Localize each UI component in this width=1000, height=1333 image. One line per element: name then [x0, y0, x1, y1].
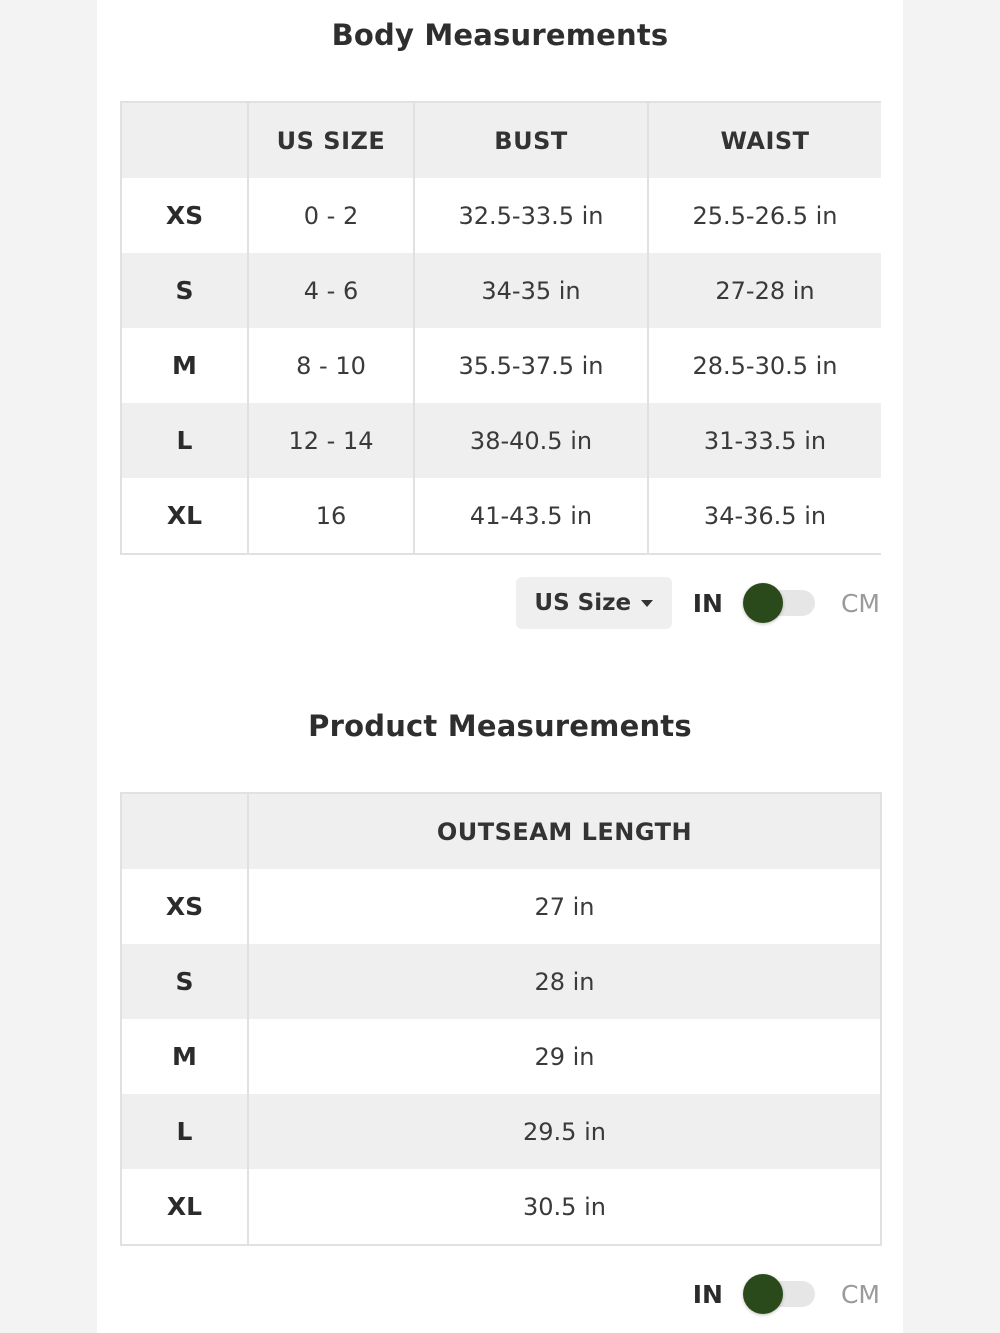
header-cell-empty	[121, 793, 248, 869]
body-measurements-controls	[516, 577, 880, 629]
table-row	[121, 328, 881, 403]
toggle-knob	[743, 1274, 783, 1314]
size-label: XL	[121, 1169, 248, 1245]
bust-cell: 34-35 in	[414, 253, 648, 328]
size-label: S	[121, 944, 248, 1019]
product-measurements-title: Product Measurements	[308, 709, 692, 743]
size-label: L	[121, 403, 248, 478]
outseam-cell: 30.5 in	[248, 1169, 881, 1245]
size-label: M	[121, 328, 248, 403]
caret-down-icon	[641, 600, 653, 607]
waist-cell: 25.5-26.5 in	[648, 178, 881, 253]
body-measurements-table	[120, 101, 881, 555]
waist-cell: 27-28 in	[648, 253, 881, 328]
table-row	[121, 478, 881, 554]
unit-toggle[interactable]	[743, 1274, 815, 1314]
table-row	[121, 403, 881, 478]
unit-toggle[interactable]	[743, 583, 815, 623]
unit-cm-label[interactable]: CM	[840, 1279, 880, 1309]
outseam-cell: 29 in	[248, 1019, 881, 1094]
table-header-row	[121, 793, 881, 869]
header-cell-empty	[121, 102, 248, 178]
outseam-cell: 29.5 in	[248, 1094, 881, 1169]
size-label: M	[121, 1019, 248, 1094]
unit-in-label[interactable]: IN	[692, 588, 723, 618]
unit-in-label[interactable]: IN	[692, 1279, 723, 1309]
size-system-dropdown[interactable]	[516, 577, 672, 629]
us-size-cell: 4 - 6	[248, 253, 414, 328]
bust-cell: 41-43.5 in	[414, 478, 648, 554]
waist-cell: 34-36.5 in	[648, 478, 881, 554]
outseam-cell: 28 in	[248, 944, 881, 1019]
table-row	[121, 1169, 881, 1245]
size-chart-panel	[97, 0, 903, 1333]
size-label: XS	[121, 178, 248, 253]
us-size-cell: 16	[248, 478, 414, 554]
table-row	[121, 1094, 881, 1169]
size-system-label: US Size	[534, 590, 632, 616]
table-row	[121, 1019, 881, 1094]
body-measurements-title: Body Measurements	[331, 18, 669, 52]
product-measurements-table	[120, 792, 882, 1246]
table-row	[121, 178, 881, 253]
product-measurements-controls	[693, 1268, 880, 1320]
bust-cell: 32.5-33.5 in	[414, 178, 648, 253]
size-label: L	[121, 1094, 248, 1169]
size-label: S	[121, 253, 248, 328]
header-us-size: US SIZE	[248, 102, 414, 178]
waist-cell: 28.5-30.5 in	[648, 328, 881, 403]
table-row	[121, 869, 881, 944]
outseam-cell: 27 in	[248, 869, 881, 944]
bust-cell: 38-40.5 in	[414, 403, 648, 478]
bust-cell: 35.5-37.5 in	[414, 328, 648, 403]
table-row	[121, 944, 881, 1019]
size-label: XS	[121, 869, 248, 944]
size-label: XL	[121, 478, 248, 554]
unit-cm-label[interactable]: CM	[840, 588, 880, 618]
table-header-row	[121, 102, 881, 178]
table-row	[121, 253, 881, 328]
header-outseam-length: OUTSEAM LENGTH	[248, 793, 881, 869]
header-bust: BUST	[414, 102, 648, 178]
waist-cell: 31-33.5 in	[648, 403, 881, 478]
us-size-cell: 12 - 14	[248, 403, 414, 478]
toggle-knob	[743, 583, 783, 623]
us-size-cell: 0 - 2	[248, 178, 414, 253]
us-size-cell: 8 - 10	[248, 328, 414, 403]
header-waist: WAIST	[648, 102, 881, 178]
